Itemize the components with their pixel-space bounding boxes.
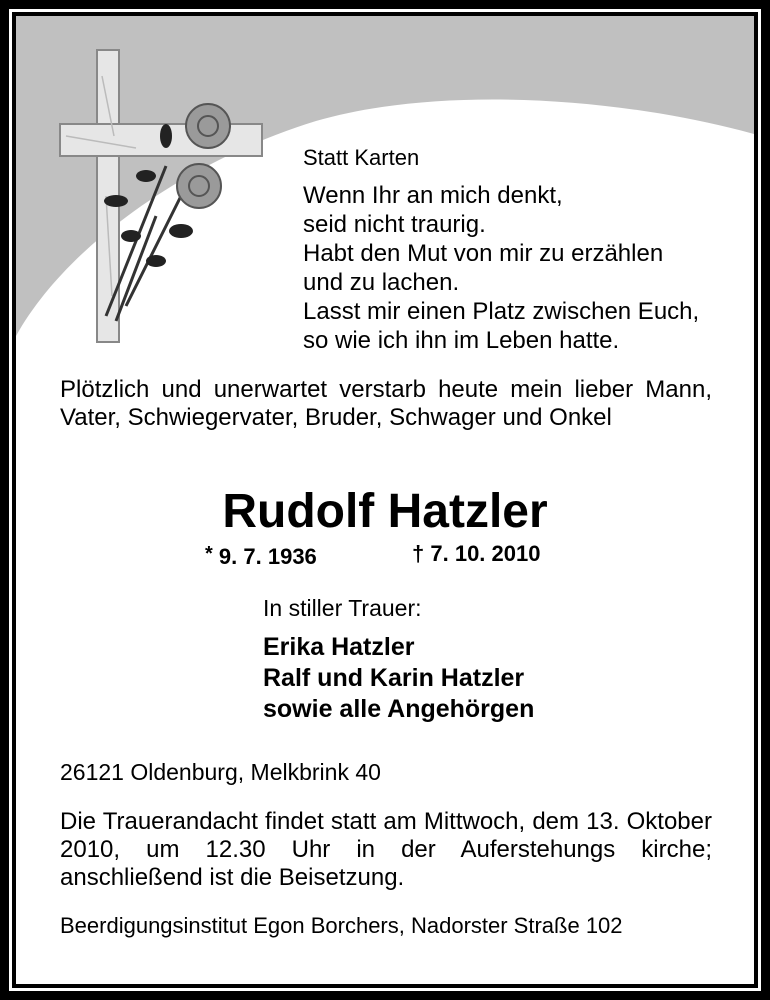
birth-date [205, 540, 317, 571]
poem-line: Lasst mir einen Platz zwischen Euch, [303, 298, 700, 325]
poem-line: so wie ich ihn im Leben hatte. [303, 327, 620, 354]
mourners-list [263, 632, 534, 725]
star-icon: * [205, 543, 213, 565]
intro-text: Statt Karten [303, 145, 420, 170]
poem-line: und zu lachen. [303, 269, 460, 296]
mourner-name: Ralf und Karin Hatzler [263, 664, 525, 692]
poem-line: Wenn Ihr an mich denkt, [303, 182, 563, 209]
announcement-text: Plötzlich und unerwartet verstarb heute mein lieber Mann, Vater, Schwiegervater, Bruder, Schwager und Onkel [60, 376, 712, 431]
death-date [412, 540, 540, 568]
death-date-value: 7. 10. 2010 [430, 541, 541, 566]
address-text: 26121 Oldenburg, Melkbrink 40 [60, 759, 381, 785]
deceased-name: Rudolf Hatzler [222, 485, 548, 538]
cross-symbol-icon: † [412, 541, 425, 566]
poem-line: Habt den Mut von mir zu erzählen [303, 240, 664, 267]
birth-date-value: 9. 7. 1936 [218, 544, 317, 569]
poem-line: seid nicht traurig. [303, 211, 486, 238]
funeral-home-text: Beerdigungsinstitut Egon Borchers, Nadorster Straße 102 [60, 913, 623, 938]
mourner-name: Erika Hatzler [263, 633, 415, 661]
service-text: Die Trauerandacht findet statt am Mittwoch, dem 13. Oktober 2010, um 12.30 Uhr in der Auferstehungs kirche; anschließend ist die Beisetzung. [60, 808, 712, 891]
poem [303, 181, 699, 355]
mourners-label: In stiller Trauer: [263, 595, 422, 621]
mourner-name: sowie alle Angehörgen [263, 695, 535, 723]
